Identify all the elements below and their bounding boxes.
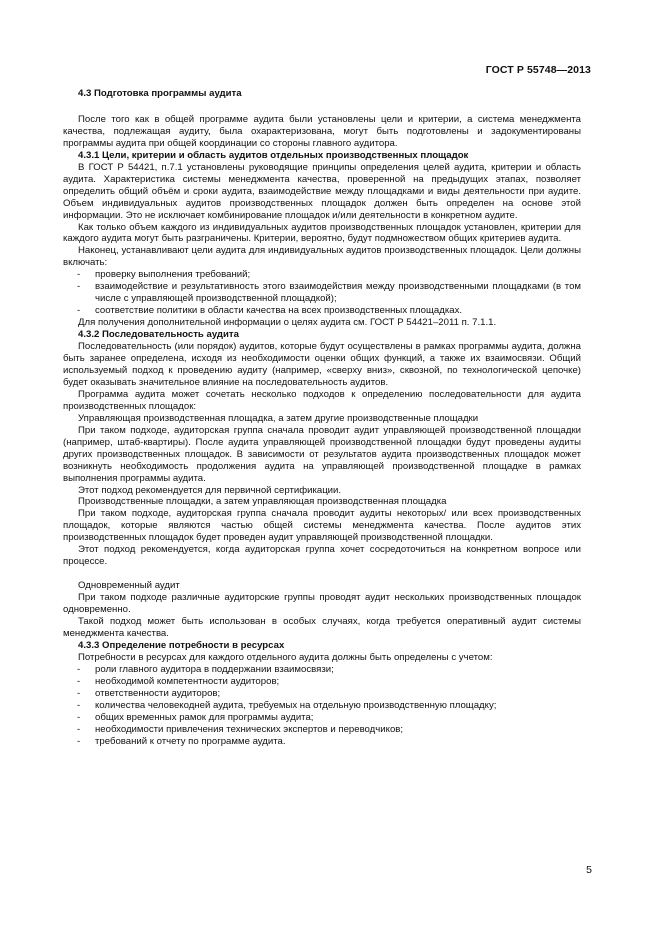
bullet-dash: - <box>77 269 81 281</box>
list-item: - необходимой компетентности аудиторов; <box>63 676 581 688</box>
paragraph: Этот подход рекомендуется для первичной сертификации. <box>78 484 342 496</box>
bullet-dash: - <box>77 699 81 711</box>
section-4-3-1-heading: 4.3.1 Цели, критерии и область аудитов отдельных производственных площадок <box>78 149 469 161</box>
bullet-dash: - <box>77 723 81 735</box>
paragraph: Потребности в ресурсах для каждого отдельного аудита должны быть определены с учетом: <box>78 651 493 663</box>
section-4-3-2-heading: 4.3.2 Последовательность аудита <box>78 329 239 341</box>
paragraph: При таком подходе, аудиторская группа сначала проводит аудит управляющей производственной площадки (например, штаб-квартиры). После аудита управляющей производственной площадки будут проведены аудиты других производственных площадок. В зависимости от результатов аудита производственных площадок может возникнуть необходимость продолжения аудита на управляющей производственной площадке в рамках выполнения программы аудита. <box>63 424 581 484</box>
list-item: - требований к отчету по программе аудита. <box>63 736 581 748</box>
paragraph: При таком подходе различные аудиторские группы проводят аудит нескольких производственных площадок одновременно. <box>63 592 581 616</box>
paragraph: Такой подход может быть использован в особых случаях, когда требуется оперативный аудит системы менеджмента качества. <box>63 616 581 639</box>
approach-title: Одновременный аудит <box>78 580 180 592</box>
bullet-dash: - <box>77 675 81 687</box>
bullet-dash: - <box>77 305 81 317</box>
paragraph: Наконец, устанавливают цели аудита для индивидуальных аудитов производственных площадок. Цели должны включать: <box>63 245 581 269</box>
list-item: - общих временных рамок для программы аудита; <box>63 712 581 724</box>
page-number: 5 <box>586 864 592 876</box>
paragraph: Последовательность (или порядок) аудитов, которые будут осуществлены в рамках программы аудита, должна быть заранее определена, исходя из необходимости оценки общих функций, а также их взаимосвязи. Общий используемый подход к проведению аудиту (например, «сверху вниз», сквозной, по технологической цепочке) будет оказывать значительное влияние на последовательность аудитов. <box>63 341 581 388</box>
paragraph: Программа аудита может сочетать несколько подходов к определению последовательности для аудита производственных площадок: <box>63 388 581 412</box>
bullet-dash: - <box>77 663 81 675</box>
section-4-3-heading: 4.3 Подготовка программы аудита <box>78 88 242 99</box>
list-item: - ответственности аудиторов; <box>63 688 581 700</box>
list-item: - необходимости привлечения технических экспертов и переводчиков; <box>63 724 581 736</box>
paragraph: Для получения дополнительной информации о целях аудита см. ГОСТ Р 54421–2011 п. 7.1.1. <box>78 317 497 329</box>
paragraph: При таком подходе, аудиторская группа сначала проводит аудиты некоторых/ или всех производственных площадок, которые являются частью общей системы менеджмента качества. После аудитов этих производственных площадок будет проведен аудит управляющей производственной площадки. <box>63 508 581 544</box>
paragraph: В ГОСТ Р 54421, п.7.1 установлены руководящие принципы определения целей аудита, критерии и область аудита. Характеристика системы менеджмента качества, проверенной на предыдущих этапах, позволяет определить общий объём и сроки аудита, взаимодействие между площадками и виды деятельности при аудите. Объем индивидуальных аудитов производственных площадок должен быть определен на основе этой информации. Это не исключает комбинирование площадок и/или деятельности в конкретном аудите. <box>63 161 581 221</box>
document-id-header: ГОСТ Р 55748—2013 <box>485 64 591 76</box>
list-item: - роли главного аудитора в поддержании взаимосвязи; <box>63 664 581 676</box>
list-item: - соответствие политики в области качества на всех производственных площадках. <box>63 305 581 317</box>
list-item: - взаимодействие и результативность этого взаимодействия между производственными площадками (в том числе с управляющей производственной площадкой); <box>63 281 581 305</box>
section-4-3-3-heading: 4.3.3 Определение потребности в ресурсах <box>78 639 285 651</box>
bullet-dash: - <box>77 687 81 699</box>
list-item: - проверку выполнения требований; <box>63 269 581 281</box>
bullet-dash: - <box>77 711 81 723</box>
bullet-dash: - <box>77 735 81 747</box>
list-item: - количества человекодней аудита, требуемых на отдельную производственную площадку; <box>63 700 581 712</box>
paragraph: После того как в общей программе аудита были установлены цели и критерии, а система менеджмента качества, подлежащая аудиту, была охарактеризована, могут быть подготовлены и задокументированы программы аудита при общей координации со стороны главного аудитора. <box>63 113 581 149</box>
approach-title: Управляющая производственная площадка, а затем другие производственные площадки <box>78 412 479 424</box>
document-body <box>63 88 581 748</box>
paragraph: Как только объем каждого из индивидуальных аудитов производственных площадок установлен, критерии для каждого аудита могут быть разграничены. Критерии, вероятно, будут подмножеством общих критериев аудита. <box>63 221 581 245</box>
approach-title: Производственные площадки, а затем управляющая производственная площадка <box>78 496 447 508</box>
paragraph: Этот подход рекомендуется, когда аудиторская группа хочет сосредоточиться на конкретном вопросе или процессе. <box>63 544 581 568</box>
bullet-dash: - <box>77 281 81 293</box>
